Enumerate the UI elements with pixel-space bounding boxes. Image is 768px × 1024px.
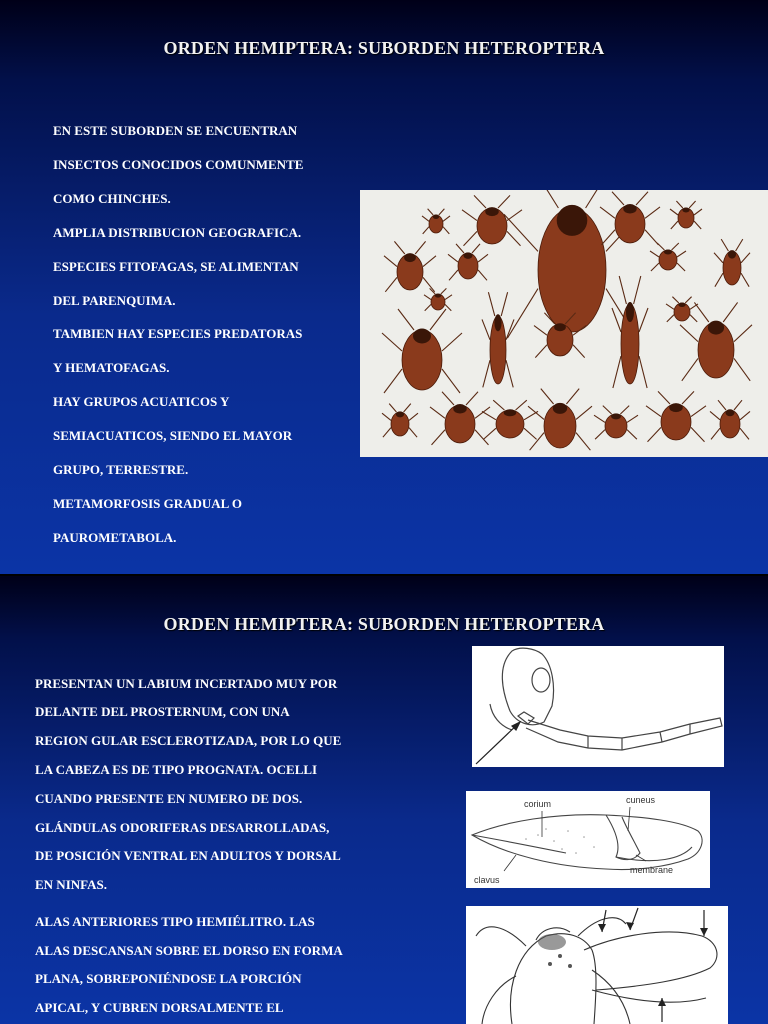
slide-2 (0, 576, 768, 1024)
insect-specimen (448, 244, 488, 280)
slide-1-text-line: COMO CHINCHES. (53, 190, 171, 206)
slide-1-text-line: DEL PARENQUIMA. (53, 292, 176, 308)
bug-dorsal-diagram (466, 906, 728, 1024)
slide-1-text-line: INSECTOS CONOCIDOS COMUNMENTE (53, 156, 304, 172)
slide-2-text-line: CUANDO PRESENTE EN NUMERO DE DOS. (35, 791, 303, 806)
label-cuneus: cuneus (626, 795, 656, 805)
insect-specimen (600, 192, 660, 245)
slide-2-text-line: ALAS ANTERIORES TIPO HEMIÉLITRO. LAS (35, 914, 315, 929)
slide-2-text-line: PRESENTAN UN LABIUM INCERTADO MUY POR (35, 676, 338, 691)
insect-specimen (462, 195, 522, 245)
slide-1-text-line: HAY GRUPOS ACUATICOS Y (53, 394, 230, 410)
insect-specimen (680, 302, 752, 380)
slide-2-title: ORDEN HEMIPTERA: SUBORDEN HETEROPTERA (163, 614, 605, 634)
insect-specimen (670, 201, 702, 229)
insect-specimen (424, 288, 452, 310)
insect-specimen (528, 389, 592, 451)
insect-specimen (382, 309, 462, 393)
insect-collection-image (360, 190, 768, 457)
insect-specimen (382, 404, 418, 438)
insect-specimen (482, 292, 514, 387)
slide-2-text-line: ALAS DESCANSAN SOBRE EL DORSO EN FORMA (35, 943, 343, 958)
slide-1-text-line: ESPECIES FITOFAGAS, SE ALIMENTAN (53, 258, 299, 274)
insect-collection-photo (360, 190, 768, 457)
label-membrane: membrane (630, 865, 674, 875)
slide-1-text-line: GRUPO, TERRESTRE. (53, 462, 189, 477)
slide-1-text-line: TAMBIEN HAY ESPECIES PREDATORAS (53, 326, 303, 342)
slide-2-text-line: EN NINFAS. (35, 877, 107, 892)
insect-specimen (710, 400, 750, 439)
bug-dorsal-drawing (466, 906, 728, 1024)
insect-specimen (714, 239, 750, 287)
slide-2-text-line: DELANTE DEL PROSTERNUM, CON UNA (35, 704, 290, 719)
slide-2-text-line: APICAL, Y CUBREN DORSALMENTE EL (35, 1000, 284, 1015)
insect-specimen (384, 241, 436, 291)
hemelytron-drawing (466, 791, 710, 888)
insect-specimen (646, 391, 706, 441)
slide-2-text-line: DE POSICIÓN VENTRAL EN ADULTOS Y DORSAL (35, 848, 341, 863)
slide-1-text-line: PAUROMETABOLA. (53, 529, 177, 545)
slide-1-text-line: METAMORFOSIS GRADUAL O (53, 495, 242, 511)
insect-specimen (612, 276, 648, 388)
hemelytron-diagram (466, 791, 710, 888)
label-corium: corium (524, 799, 552, 809)
insect-specimen (650, 243, 686, 271)
head-diagram (472, 646, 724, 767)
slide-1-text-line: SEMIACUATICOS, SIENDO EL MAYOR (53, 428, 293, 444)
slide-2-text-line: GLÁNDULAS ODORIFERAS DESARROLLADAS, (35, 820, 330, 835)
insect-specimen (666, 297, 698, 322)
slide-2-text-line: REGION GULAR ESCLEROTIZADA, POR LO QUE (35, 733, 342, 748)
label-clavus: clavus (474, 875, 500, 885)
insect-specimen (482, 400, 538, 439)
slide-1-text-line: EN ESTE SUBORDEN SE ENCUENTRAN (53, 123, 298, 138)
insect-specimen (594, 406, 638, 440)
insect-specimen (422, 209, 450, 234)
slide-2-text-line: LA CABEZA ES DE TIPO PROGNATA. OCELLI (35, 762, 318, 777)
slide-1-title: ORDEN HEMIPTERA: SUBORDEN HETEROPTERA (163, 38, 605, 58)
slide-2-text-line: PLANA, SOBREPONIÉNDOSE LA PORCIÓN (35, 971, 302, 986)
insect-specimen (430, 392, 490, 445)
slide-1-text-line: AMPLIA DISTRIBUCION GEOGRAFICA. (53, 224, 302, 240)
slide-1-text-line: Y HEMATOFAGAS. (53, 360, 170, 376)
head-antenna-drawing (472, 646, 724, 767)
